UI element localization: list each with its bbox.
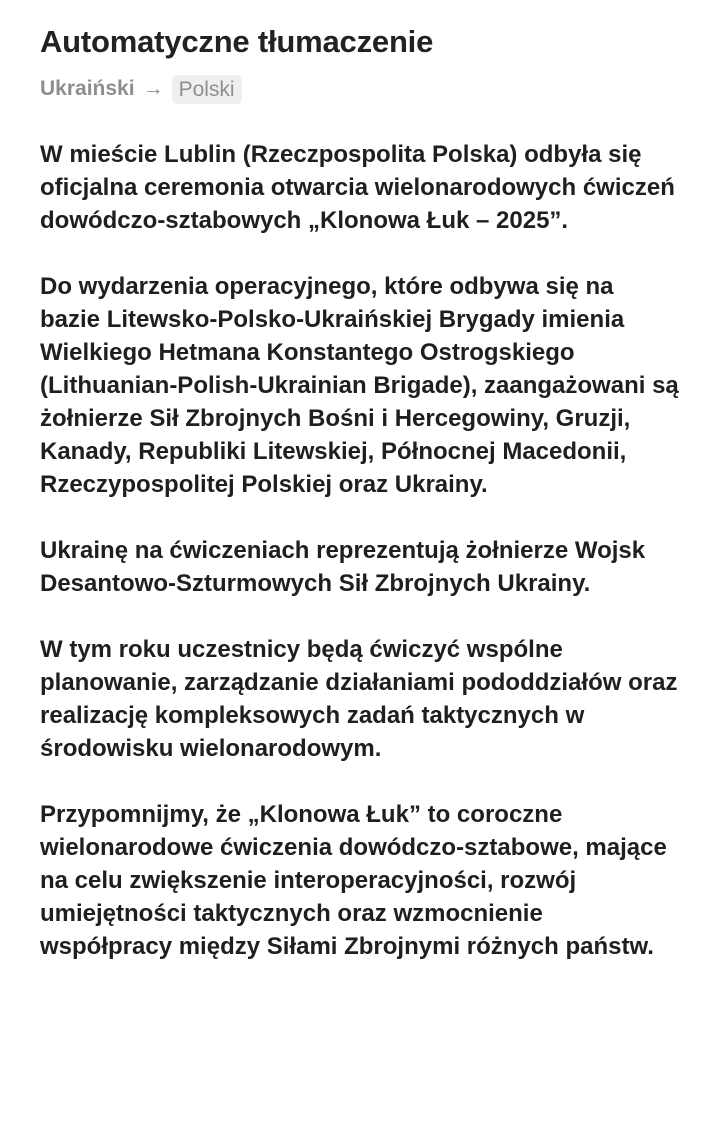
target-language-chip[interactable]: Polski — [172, 75, 242, 104]
language-direction — [40, 74, 680, 104]
source-language-label: Ukraiński — [40, 77, 135, 100]
panel-title: Automatyczne tłumaczenie — [40, 24, 434, 59]
translated-text — [40, 138, 680, 963]
paragraph-1: W mieście Lublin (Rzeczpospolita Polska) odbyła się oficjalna ceremonia otwarcia wielonarodowych ćwiczeń dowódczo-sztabowych „Klonowa Łuk – 2025”. — [40, 141, 675, 234]
paragraph-2: Do wydarzenia operacyjnego, które odbywa się na bazie Litewsko-Polsko-Ukraińskiej Brygady imienia Wielkiego Hetmana Konstantego Ostrogskiego (Lithuanian-Polish-Ukrainian Brigade), zaangażowani są żołnierze Sił Zbrojnych Bośni i Hercegowiny, Gruzji, Kanady, Republiki Litewskiej, Północnej Macedonii, Rzeczypospolitej Polskiej oraz Ukrainy. — [40, 273, 679, 498]
paragraph-3: Ukrainę na ćwiczeniach reprezentują żołnierze Wojsk Desantowo-Szturmowych Sił Zbrojnych Ukrainy. — [40, 537, 646, 597]
paragraph-5: Przypomnijmy, że „Klonowa Łuk” to coroczne wielonarodowe ćwiczenia dowódczo-sztabowe, mające na celu zwiększenie interoperacyjności, rozwój umiejętności taktycznych oraz wzmocnienie współpracy między Siłami Zbrojnymi różnych państw. — [40, 801, 667, 960]
arrow-right-icon: → — [142, 77, 164, 100]
paragraph-4: W tym roku uczestnicy będą ćwiczyć wspólne planowanie, zarządzanie działaniami pododdziałów oraz realizację kompleksowych zadań taktycznych w środowisku wielonarodowym. — [40, 636, 678, 762]
